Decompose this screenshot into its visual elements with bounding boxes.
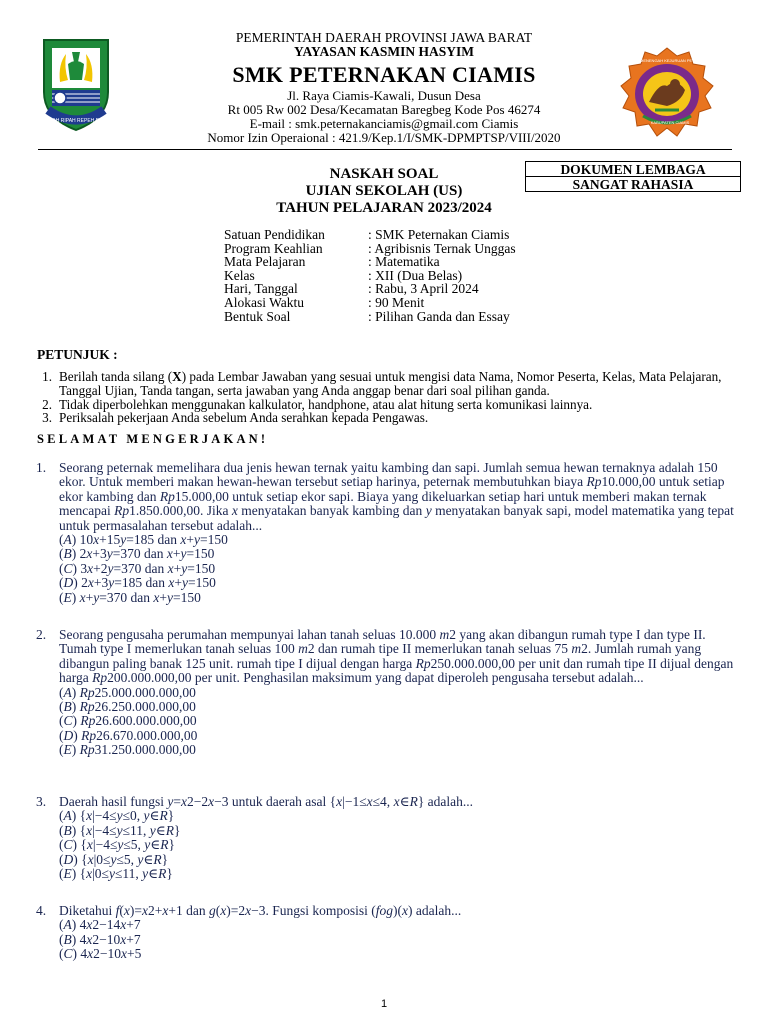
answer-option[interactable]: (A) Rp25.000.000.000,00 xyxy=(59,684,196,700)
right-logo-bottom-text: KABUPATEN CIAMIS xyxy=(650,120,690,125)
answer-option[interactable]: (A) {x|−4≤y≤0, y∈R} xyxy=(59,808,175,824)
school-name: SMK PETERNAKAN CIAMIS xyxy=(232,62,536,87)
info-key: Satuan Pendidikan xyxy=(224,227,325,242)
document-class-box-2: SANGAT RAHASIA xyxy=(525,176,741,192)
info-row xyxy=(224,269,516,283)
question-text: Daerah hasil fungsi y=x2−2x−3 untuk daerah asal {x|−1≤x≤4, x∈R} adalah... xyxy=(59,794,474,809)
instruction-item xyxy=(37,411,737,425)
question-text: Seorang pengusaha perumahan mempunyai lahan tanah seluas 10.000 m2 yang akan dibangun rumah type I dan type II. Tumah type I memerlukan tanah seluas 100 m2 dan rumah tipe II memerlukan tanah seluas 75 m2. Jumlah rumah yang dibangun paling banak 125 unit. rumah tipe I dijual dengan harga Rp250.000.000,00 per unit dan rumah tipe II dijual dengan harga Rp200.000.000,00 per unit. Penghasilan maksimum yang dapat diperoleh pengusaha tersebut adalah... xyxy=(59,627,734,686)
answer-option[interactable]: (C) Rp26.600.000.000,00 xyxy=(59,713,197,729)
info-value: : SMK Peternakan Ciamis xyxy=(368,227,510,242)
answer-option[interactable]: (D) 2x+3y=185 dan x+y=150 xyxy=(59,575,216,591)
info-row xyxy=(224,255,516,269)
instruction-item xyxy=(37,398,737,412)
instructions-list xyxy=(37,370,737,425)
instruction-text: Periksalah pekerjaan Anda sebelum Anda serahkan kepada Pengawas. xyxy=(59,410,429,426)
question-text: Diketahui f(x)=x2+x+1 dan g(x)=2x−3. Fungsi komposisi (fog)(x) adalah... xyxy=(59,903,462,918)
answer-option[interactable]: (C) {x|−4≤y≤5, y∈R} xyxy=(59,837,176,853)
info-key: Program Keahlian xyxy=(224,240,323,256)
answer-option[interactable]: (B) 4x2−10x+7 xyxy=(59,931,141,947)
question-2 xyxy=(36,628,736,758)
question-number: 3. xyxy=(36,794,47,809)
info-key: Hari, Tanggal xyxy=(224,281,298,297)
info-key: Bentuk Soal xyxy=(224,308,291,324)
info-key: Mata Pelajaran xyxy=(224,254,306,270)
right-logo-top-text: SEKOLAH MENENGAH KEJURUAN PETERNAKAN xyxy=(619,58,715,63)
info-value: : Rabu, 3 April 2024 xyxy=(368,281,479,297)
info-row xyxy=(224,282,516,296)
answer-option[interactable]: (E) {x|0≤y≤11, y∈R} xyxy=(59,866,173,882)
greeting-heading: SELAMAT MENGERJAKAN! xyxy=(37,432,269,446)
page-number: 1 xyxy=(380,998,388,1010)
permit-number: Nomor Izin Operaional : 421.9/Kep.1/I/SMK-DPMPTSP/VIII/2020 xyxy=(207,130,561,145)
info-row xyxy=(224,310,516,324)
answer-option[interactable]: (B) 2x+3y=370 dan x+y=150 xyxy=(59,546,215,562)
answer-option[interactable]: (A) 10x+15y=185 dan x+y=150 xyxy=(59,532,228,548)
left-logo-motto: GEMAH RIPAH REPEH RAPIH xyxy=(41,118,111,124)
info-row xyxy=(224,242,516,256)
question-1 xyxy=(36,461,736,605)
government-name: PEMERINTAH DAERAH PROVINSI JAWA BARAT xyxy=(235,30,533,45)
question-3 xyxy=(36,795,736,881)
letterhead-divider xyxy=(38,149,732,150)
question-4 xyxy=(36,904,736,962)
instruction-text: Tidak diperbolehkan menggunakan kalkulator, handphone, atau alat hitung serta komunikasi lainnya. xyxy=(59,396,593,412)
question-number: 1. xyxy=(36,460,47,475)
exam-info-table xyxy=(224,228,516,323)
answer-option[interactable]: (C) 3x+2y=370 dan x+y=150 xyxy=(59,560,216,576)
info-value: : 90 Menit xyxy=(368,294,425,310)
address-line-2: Rt 005 Rw 002 Desa/Kecamatan Baregbeg Kode Pos 46274 xyxy=(227,102,541,117)
instruction-item xyxy=(37,370,737,398)
address-line-1: Jl. Raya Ciamis-Kawali, Dusun Desa xyxy=(287,88,481,103)
info-row xyxy=(224,296,516,310)
question-text: Seorang peternak memelihara dua jenis hewan ternak yaitu kambing dan sapi. Jumlah semua hewan ternaknya adalah 150 ekor. Untuk memberi makan hewan-hewan tersebut setiap harinya, peternak membutuhkan biaya Rp10.000,00 untuk setiap ekor kambing dan Rp15.000,00 untuk setiap ekor sapi. Biaya yang dikeluarkan setiap hari untuk memberi makan ternak mencapai Rp1.850.000,00. Jika x menyatakan banyak kambing dan y menyatakan banyak sapi, model matematika yang tepat untuk permasalahan tersebut adalah... xyxy=(59,460,734,533)
answer-option[interactable]: (E) Rp31.250.000.000,00 xyxy=(59,742,196,758)
answer-option[interactable]: (B) {x|−4≤y≤11, y∈R} xyxy=(59,822,181,838)
answer-option[interactable]: (C) 4x2−10x+5 xyxy=(59,946,142,962)
answer-option[interactable]: (E) x+y=370 dan x+y=150 xyxy=(59,589,201,605)
instruction-text: Berilah tanda silang (X) pada Lembar Jawaban yang sesuai untuk mengisi data Nama, Nomor Peserta, Kelas, Mata Pelajaran, Tanggal Ujian, Tanda tangan, serta jawaban yang Anda anggap benar dari soal pilihan ganda. xyxy=(59,369,722,398)
instruction-number: 3. xyxy=(42,410,52,426)
instructions-heading: PETUNJUK : xyxy=(37,347,118,362)
info-value: : XII (Dua Belas) xyxy=(368,267,463,283)
answer-option[interactable]: (D) {x|0≤y≤5, y∈R} xyxy=(59,851,169,867)
answer-option[interactable]: (D) Rp26.670.000.000,00 xyxy=(59,727,198,743)
foundation-name: YAYASAN KASMIN HASYIM xyxy=(293,44,475,59)
info-key: Kelas xyxy=(224,267,255,283)
info-value: : Agribisnis Ternak Unggas xyxy=(368,240,516,256)
instruction-number: 2. xyxy=(42,396,52,412)
title-line-3: TAHUN PELAJARAN 2023/2024 xyxy=(276,200,492,216)
answer-option[interactable]: (B) Rp26.250.000.000,00 xyxy=(59,699,196,715)
title-line-1: NASKAH SOAL xyxy=(329,166,439,182)
answer-option[interactable]: (A) 4x2−14x+7 xyxy=(59,917,141,933)
info-value: : Matematika xyxy=(368,254,440,270)
info-value: : Pilihan Ganda dan Essay xyxy=(368,308,510,324)
question-number: 2. xyxy=(36,627,47,642)
instruction-number: 1. xyxy=(42,369,52,384)
document-class-box-1: DOKUMEN LEMBAGA xyxy=(525,161,741,177)
info-row xyxy=(224,228,516,242)
question-number: 4. xyxy=(36,903,47,918)
title-line-2: UJIAN SEKOLAH (US) xyxy=(305,183,463,199)
email-line: E-mail : smk.peternakanciamis@gmail.com Ciamis xyxy=(249,116,519,131)
info-key: Alokasi Waktu xyxy=(224,294,305,310)
